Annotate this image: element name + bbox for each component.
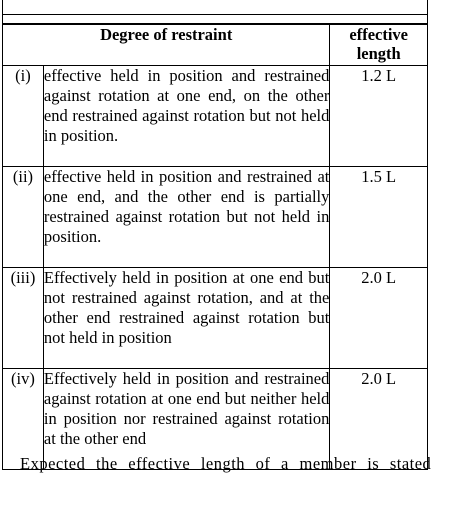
row-number: (i) [3, 66, 44, 167]
effective-length-header [330, 25, 428, 66]
row-number: (iii) [3, 268, 44, 369]
previous-table-row [3, 0, 427, 15]
row-effective-length: 1.5 L [330, 167, 428, 268]
effective-length-header-line1: effective [349, 25, 408, 44]
table-row [3, 66, 428, 167]
effective-length-header-line2: length [356, 44, 401, 63]
row-effective-length: 2.0 L [330, 268, 428, 369]
row-number: (iv) [3, 369, 44, 470]
row-description [43, 66, 329, 167]
row-description-text: effective held in position and restrained at one end, and the other end is partially restrained against rotation but not held in position. [43, 167, 330, 246]
row-description-text: Effectively held in position at one end but not restrained against rotation, and at the other end restrained against rotation but not held in position [43, 268, 330, 347]
table-header-row [3, 25, 428, 66]
cut-off-footer-line [20, 454, 432, 473]
row-effective-length: 2.0 L [330, 369, 428, 470]
row-description [43, 268, 329, 369]
table-row [3, 268, 428, 369]
table-row [3, 167, 428, 268]
row-description-text: Effectively held in position and restrained against rotation at one end but neither held in position nor restrained against rotation at the other end [43, 369, 330, 448]
degree-of-restraint-header: Degree of restraint [3, 25, 330, 66]
row-description-text: effective held in position and restrained against rotation at one end, on the other end restrained against rotation but not held in position. [43, 66, 330, 145]
row-description [43, 167, 329, 268]
effective-length-table [2, 24, 428, 470]
row-number: (ii) [3, 167, 44, 268]
previous-table-edge [2, 0, 428, 24]
row-effective-length: 1.2 L [330, 66, 428, 167]
cut-off-footer-text: Expected the effective length of a member is stated [20, 454, 432, 473]
